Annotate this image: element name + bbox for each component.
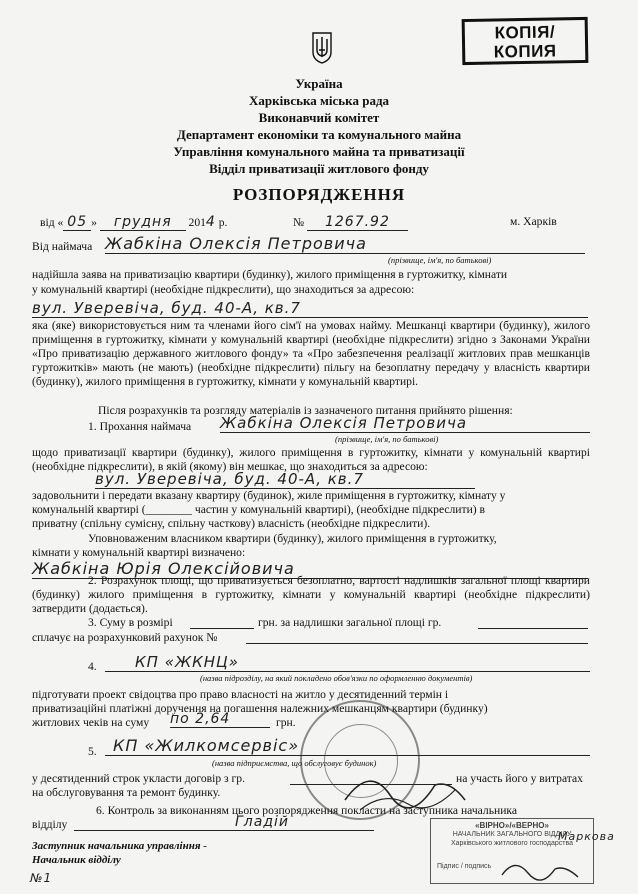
cert-signature-icon [500, 855, 580, 885]
p8-service-company: КП «Жилкомсервіс» [105, 736, 590, 756]
header-division: Відділ приватизації житлового фонду [209, 161, 429, 176]
p3-address: вул. Уверевіча, буд. 40-А, кв.7 [95, 470, 475, 489]
p3-intro: Після розрахунків та розгляду матеріалів із зазначеного питання прийнято рішення: [98, 404, 513, 417]
p3-request-label: 1. Прохання наймача [88, 420, 192, 433]
p6-citizen-field [478, 628, 588, 629]
p8-number: 5. [88, 745, 97, 758]
signature-mark-icon [340, 760, 470, 820]
p5-text: 2. Розрахунок площі, що приватизується безоплатно, вартості надлишків загальної площі квартири (будинку) жилого приміщення в гуртожитку, кімнати у комунальній квартирі (необхідне підкреслити) затвердити (додається). [32, 574, 590, 615]
p7-number: 4. [88, 660, 97, 673]
date-month: грудня [100, 214, 186, 231]
p4-owner: Жабкіна Юрія Олексійовича [32, 559, 588, 579]
applicant-label: Від наймача [32, 240, 93, 253]
p2-text: яка (яке) використовується ним та членами його сім'ї на умовах найму. Мешканці квартири (будинку), жилого приміщення в гуртожитку, кімнати у комунальній квартирі (необхідне підкреслити) згідно з Законами України «Про приватизацію державного житлового фонду» та «Про забезпечення реалізації житлових прав мешканців гуртожитків» мають (не мають) (необхідне підкреслити) пільгу на безоплатну передачу у власність квартири (будинку), жилого приміщення в гуртожитку, кімнати у комунальній квартирі. [32, 319, 590, 388]
date-year-prefix: 201 [188, 216, 206, 229]
p3-line4: задовольнити і передати вказану квартиру (будинок), жиле приміщення в гуртожитку, кімнату у [32, 489, 506, 502]
p9-line2: відділу [32, 818, 68, 831]
city-label: м. Харків [510, 215, 557, 228]
header-country: Україна [295, 76, 343, 91]
date-year-suffix: р. [218, 216, 228, 229]
header-department: Департамент економіки та комунального майна [176, 127, 462, 142]
p7-line3a: житлових чеків на суму [32, 716, 150, 729]
copy-stamp-line2: КОПИЯ [493, 41, 557, 62]
header-city-council: Харківська міська рада [248, 93, 390, 108]
p8-line2: на обслуговування та ремонт будинку. [32, 786, 221, 799]
p3-request-name: Жабкіна Олексія Петровича [220, 414, 590, 433]
p7-sum: по 2,64 [170, 711, 270, 728]
page-number-mark: №1 [30, 871, 53, 885]
p9-line1: 6. Контроль за виконанням цього розпорядження покласти на заступника начальника [96, 804, 518, 817]
p6-line2: сплачує на розрахунковий рахунок № [32, 631, 218, 644]
p1-line1: надійшла заява на приватизацію квартири (будинку), жилого приміщення в гуртожитку, кімнати [32, 268, 508, 281]
document-title: РОЗПОРЯДЖЕННЯ [232, 185, 406, 204]
p6-line1b: грн. за надлишки загальної площі гр. [258, 616, 442, 629]
date-line [40, 215, 227, 230]
cert-stamp-line2: НАЧАЛЬНИК ЗАГАЛЬНОГО ВІДДІЛУ [452, 831, 572, 838]
p8-line1b: на участь його у витратах [456, 772, 583, 785]
p7-line1: підготувати проект свідоцтва про право власності на житло у десятиденний термін і [32, 688, 449, 701]
p3-hint: (прізвище, ім'я, по батькові) [335, 434, 439, 444]
copy-stamp-line1: КОПІЯ/ [494, 22, 556, 43]
applicant-name: Жабкіна Олексія Петровича [105, 234, 585, 254]
p9-deputy-field [74, 830, 374, 831]
p6-line1a: 3. Суму в розмірі [88, 616, 173, 629]
p1-line2: у комунальній квартирі (необхідне підкреслити), що знаходиться за адресою: [32, 283, 415, 296]
order-number: 1267.92 [307, 214, 408, 231]
signatory-title-2: Начальник відділу [32, 854, 121, 866]
date-mid: » [91, 216, 97, 229]
p7-hint: (назва підрозділу, на який покладено обов'язки по оформленню документів) [200, 673, 473, 683]
p3-text: щодо приватизації квартири (будинку), жилого приміщення в гуртожитку, кімнати у комунальній квартирі (необхідне підкреслити), в якій (якому) він мешкає, що знаходиться за адресою: [32, 446, 590, 473]
p6-account-field [246, 643, 588, 644]
order-number-line [293, 215, 408, 230]
order-number-label: № [293, 216, 305, 229]
copy-stamp [462, 17, 589, 65]
date-prefix: від « [40, 216, 64, 229]
p8-line1a: у десятиденний строк укласти договір з гр. [32, 772, 245, 785]
p3-line6: приватну (спільну сумісну, спільну часткову) власність (необхідне підкреслити). [32, 517, 431, 530]
p7-responsible: КП «ЖКНЦ» [105, 653, 590, 672]
p9-deputy-name: Гладій [235, 814, 289, 830]
date-day: 05 [63, 214, 91, 231]
p3-line5: комунальній квартирі (________ частин у комунальній квартирі), (необхідне підкреслити) в [32, 503, 486, 516]
p7-line3b: грн. [276, 716, 296, 729]
trident-emblem-icon [311, 30, 333, 64]
p1-address: вул. Уверевіча, буд. 40-А, кв.7 [32, 299, 588, 318]
p8-hint: (назва підприємства, що обслуговує будинок) [212, 758, 377, 768]
applicant-hint: (прізвище, ім'я, по батькові) [388, 255, 492, 265]
p4-line2: кімнати у комунальній квартирі визначено: [32, 546, 246, 559]
signatory-title-1: Заступник начальника управління - [32, 840, 207, 852]
header-committee: Виконавчий комітет [258, 110, 380, 125]
date-year-digit: 4 [205, 214, 216, 230]
p6-sum-field [190, 628, 254, 629]
header-administration: Управління комунального майна та приватизації [173, 144, 465, 159]
cert-stamp-line4: Підпис / подпись [437, 863, 492, 870]
cert-stamp-line3: Харківського житлового господарства [450, 840, 574, 847]
p4-line1: Уповноваженим власником квартири (будинку), жилого приміщення в гуртожитку, [88, 532, 497, 545]
cert-stamp-line1: «ВІРНО»/«ВЕРНО» [475, 821, 549, 830]
cert-stamp-signer: Маркова [558, 830, 615, 843]
p7-line2: приватизаційні платіжні доручення на погашення належних мешканцям квартири (будинку) [32, 702, 488, 715]
